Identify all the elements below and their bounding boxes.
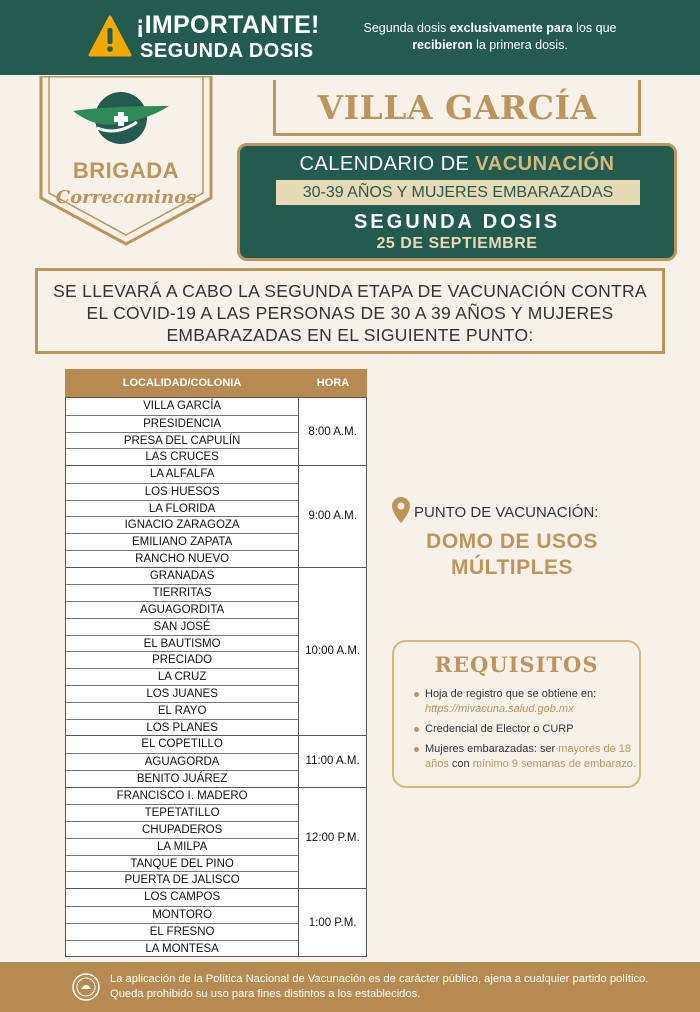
time-cell: 1:00 P.M. <box>308 916 357 929</box>
vaccination-date: 25 DE SEPTIEMBRE <box>376 235 538 252</box>
age-group-band: 30-39 AÑOS Y MUJERES EMBARAZADAS <box>276 180 640 205</box>
requirement-pregnant: Mujeres embarazadas: ser mayores de 18 años con mínimo 9 semanas de embarazo. <box>414 742 636 772</box>
location-cell: LOS JUANES <box>66 685 298 702</box>
brigada-subtitle: Correcaminos <box>55 187 197 208</box>
location-cell: LA MONTESA <box>66 940 298 957</box>
location-cell: EL BAUTISMO <box>66 635 298 652</box>
important-banner <box>0 0 700 75</box>
warning-icon <box>88 15 132 57</box>
registration-link[interactable]: https://mivacuna.salud.gob.mx <box>425 703 574 715</box>
time-group <box>66 735 366 786</box>
location-pin-icon <box>392 497 410 523</box>
location-cell: LA FLORIDA <box>66 500 298 517</box>
schedule-table <box>65 369 367 957</box>
location-cell: TIERRITAS <box>66 584 298 601</box>
location-cell: IGNACIO ZARAGOZA <box>66 516 298 533</box>
town-title: VILLA GARCÍA <box>273 80 641 136</box>
table-body <box>65 397 367 957</box>
time-group <box>66 465 366 567</box>
footer-disclaimer: La aplicación de la Política Nacional de Vacunación es de carácter público, ajena a cualquier partido político. Queda prohibido su uso para fines distintos a los establecidos. <box>110 973 649 1000</box>
location-cell: LA CRUZ <box>66 668 298 685</box>
location-cell: EL RAYO <box>66 702 298 719</box>
location-list <box>66 788 299 889</box>
location-cell: LAS CRUCES <box>66 448 298 465</box>
location-cell: PRECIADO <box>66 651 298 668</box>
location-list <box>66 398 299 465</box>
header-location: LOCALIDAD/COLONIA <box>122 377 242 389</box>
time-cell: 12:00 P.M. <box>305 831 360 844</box>
important-title: ¡IMPORTANTE! <box>136 11 320 39</box>
requirements-title: REQUISITOS <box>434 652 599 677</box>
vaccination-point-label: PUNTO DE VACUNACIÓN: <box>414 504 599 521</box>
location-cell: FRANCISCO I. MADERO <box>116 789 248 802</box>
requirements-list <box>414 687 636 777</box>
location-list <box>66 736 299 786</box>
time-cell: 11:00 A.M. <box>305 755 360 768</box>
dose-label: SEGUNDA DOSIS <box>353 211 561 233</box>
location-cell: EMILIANO ZAPATA <box>66 533 298 550</box>
location-cell: RANCHO NUEVO <box>66 550 298 567</box>
location-list <box>66 889 299 956</box>
important-note: Segunda dosis exclusivamente para los que recibieron la primera dosis. <box>363 21 617 52</box>
location-cell: EL COPETILLO <box>141 738 223 751</box>
table-header <box>65 369 367 397</box>
location-cell: LA ALFALFA <box>149 468 215 481</box>
location-list <box>66 568 299 736</box>
location-cell: MONTORO <box>66 906 298 923</box>
location-cell: SAN JOSÉ <box>66 618 298 635</box>
roadrunner-logo-icon <box>73 92 169 144</box>
national-seal-icon <box>72 973 100 1001</box>
requirements-box <box>392 640 641 788</box>
location-cell: CHUPADEROS <box>66 821 298 838</box>
header-time: HORA <box>316 377 350 389</box>
brigada-title: BRIGADA <box>72 158 180 183</box>
time-group <box>66 397 366 465</box>
location-cell: PUERTA DE JALISCO <box>66 871 298 888</box>
footer-bar <box>0 962 700 1012</box>
time-group <box>66 787 366 889</box>
important-subtitle: SEGUNDA DOSIS <box>140 40 314 62</box>
location-cell: PRESIDENCIA <box>66 415 298 432</box>
requirement-id: Credencial de Elector o CURP <box>414 722 636 737</box>
vaccination-place: DOMO DE USOS MÚLTIPLES <box>426 530 598 579</box>
location-cell: LOS HUESOS <box>66 483 298 500</box>
calendar-title: CALENDARIO DE VACUNACIÓN <box>299 153 615 175</box>
calendar-panel <box>237 143 677 261</box>
location-cell: AGUAGORDITA <box>66 601 298 618</box>
location-cell: VILLA GARCÍA <box>143 400 222 412</box>
location-cell: LOS CAMPOS <box>144 891 221 904</box>
time-cell: 9:00 A.M. <box>308 510 357 523</box>
location-cell: LA MILPA <box>66 838 298 855</box>
location-cell: PRESA DEL CAPULÍN <box>66 432 298 449</box>
time-group <box>66 567 366 736</box>
location-cell: EL FRESNO <box>66 923 298 940</box>
intro-text: SE LLEVARÁ A CABO LA SEGUNDA ETAPA DE VACUNACIÓN CONTRA EL COVID-19 A LAS PERSONAS DE 30 A 39 AÑOS Y MUJERES EMBARAZADAS EN EL SIGUIENTE PUNTO: <box>35 268 665 354</box>
time-group <box>66 888 366 956</box>
requirement-registration: Hoja de registro que se obtiene en: https://mivacuna.salud.gob.mx <box>414 687 636 717</box>
location-cell: GRANADAS <box>149 569 215 582</box>
location-cell: TEPETATILLO <box>66 804 298 821</box>
time-cell: 8:00 A.M. <box>308 425 357 438</box>
location-cell: BENITO JUÁREZ <box>66 770 298 787</box>
location-list <box>66 466 299 567</box>
location-cell: TANQUE DEL PINO <box>66 855 298 872</box>
location-cell: AGUAGORDA <box>66 753 298 770</box>
location-cell: LOS PLANES <box>66 719 298 736</box>
time-cell: 10:00 A.M. <box>305 645 361 658</box>
